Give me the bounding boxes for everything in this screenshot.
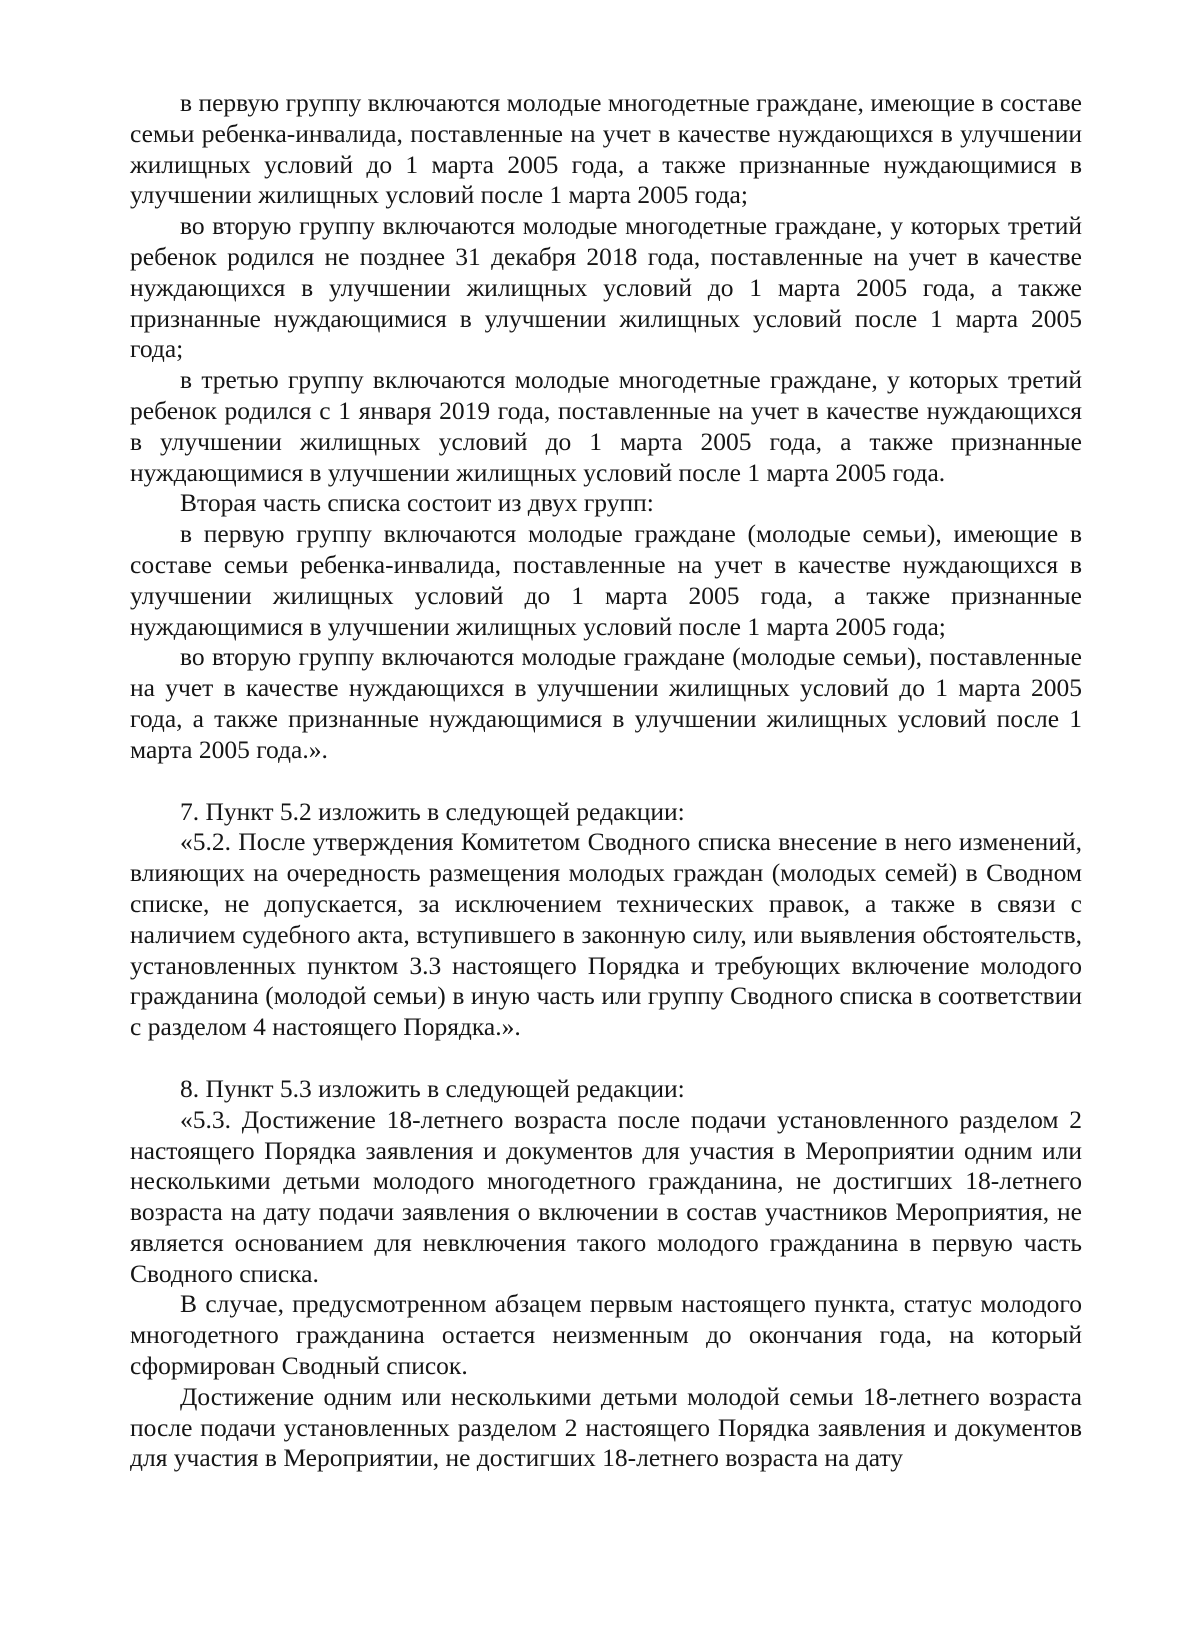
- item-7-heading: 7. Пункт 5.2 изложить в следующей редакции:: [180, 796, 685, 826]
- item-5-2-text: «5.2. После утверждения Комитетом Сводного списка внесение в него изменений, влияющих на очередность размещения молодых граждан (молодых семей) в Сводном списке, не допускается, за исключением технических правок, а также в связи с наличием судебного акта, вступившего в законную силу, или выявления обстоятельств, установленных пунктом 3.3 настоящего Порядка и требующих включение молодого гражданина (молодой семьи) в иную часть или группу Сводного списка в соответствии с разделом 4 настоящего Порядка.».: [130, 827, 1082, 1042]
- paragraph-spacer: [130, 766, 1082, 797]
- item-5-3-text: «5.3. Достижение 18-летнего возраста после подачи установленного разделом 2 настоящего Порядка заявления и документов для участия в Мероприятии одним или несколькими детьми молодого многодетного гражданина, не достигших 18-летнего возраста на дату подачи заявления о включении в состав участников Мероприятия, не является основанием для невключения такого молодого гражданина в первую часть Сводного списка.: [130, 1104, 1082, 1288]
- paragraph-group-2-third-child-2018: во вторую группу включаются молодые многодетные граждане, у которых третий ребенок родился не позднее 31 декабря 2018 года, поставленные на учет в качестве нуждающихся в улучшении жилищных условий до 1 марта 2005 года, а также признанные нуждающимися в улучшении жилищных условий после 1 марта 2005 года;: [130, 211, 1082, 364]
- item-5-3-case-text: В случае, предусмотренном абзацем первым настоящего пункта, статус молодого многодетного гражданина остается неизменным до окончания года, на который сформирован Сводный список.: [130, 1289, 1082, 1381]
- paragraph-group-3-third-child-2019: в третью группу включаются молодые многодетные граждане, у которых третий ребенок родился с 1 января 2019 года, поставленные на учет в качестве нуждающихся в улучшении жилищных условий до 1 марта 2005 года, а также признанные нуждающимися в улучшении жилищных условий после 1 марта 2005 года.: [130, 365, 1082, 487]
- item-5-3-family-text: Достижение одним или несколькими детьми молодой семьи 18-летнего возраста после подачи установленных разделом 2 настоящего Порядка заявления и документов для участия в Мероприятии, не достигших 18-летнего возраста на дату: [130, 1381, 1082, 1473]
- paragraph-second-part-heading: Вторая часть списка состоит из двух групп:: [180, 488, 654, 518]
- paragraph-second-part-group-2: во вторую группу включаются молодые граждане (молодые семьи), поставленные на учет в качестве нуждающихся в улучшении жилищных условий до 1 марта 2005 года, а также признанные нуждающимися в улучшении жилищных условий после 1 марта 2005 года.».: [130, 642, 1082, 764]
- paragraph-second-part-group-1: в первую группу включаются молодые граждане (молодые семьи), имеющие в составе семьи ребенка-инвалида, поставленные на учет в качестве нуждающихся в улучшении жилищных условий до 1 марта 2005 года, а также признанные нуждающимися в улучшении жилищных условий после 1 марта 2005 года;: [130, 519, 1082, 641]
- item-8-heading: 8. Пункт 5.3 изложить в следующей редакции:: [180, 1073, 685, 1103]
- document-page: [130, 88, 1082, 1474]
- paragraph-spacer: [130, 1043, 1082, 1074]
- paragraph-group-1-disabled-child: в первую группу включаются молодые многодетные граждане, имеющие в составе семьи ребенка-инвалида, поставленные на учет в качестве нуждающихся в улучшении жилищных условий до 1 марта 2005 года, а также признанные нуждающимися в улучшении жилищных условий после 1 марта 2005 года;: [130, 88, 1082, 210]
